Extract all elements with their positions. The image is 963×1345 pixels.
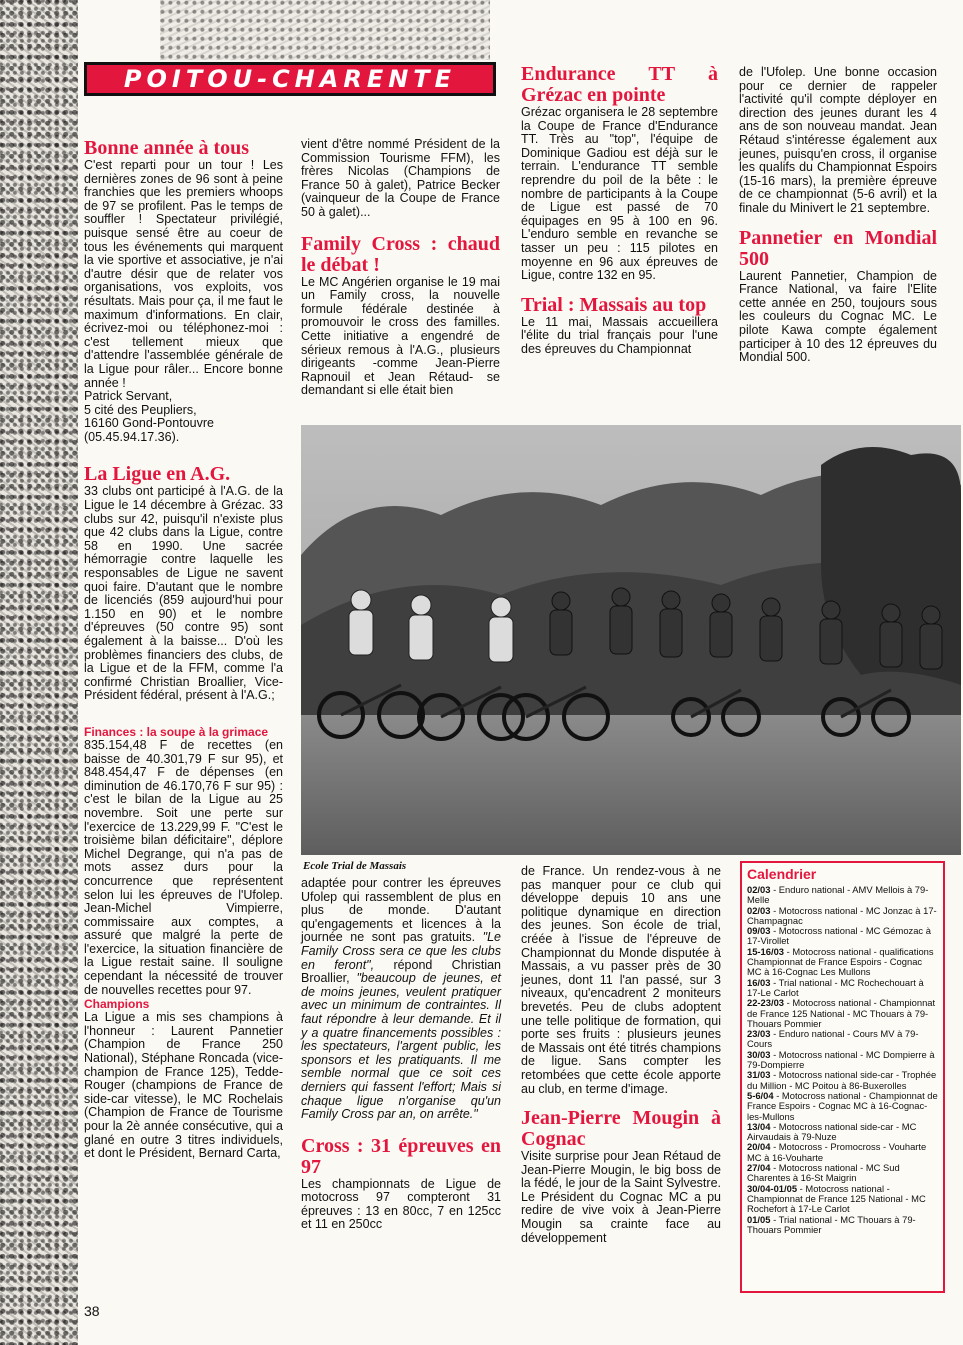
page-number: 38: [84, 1303, 100, 1319]
paragraph: Le 11 mai, Massais accueillera l'élite du trial français pour l'une des épreuves du Championnat: [521, 314, 718, 356]
calendar-date: 16/03: [747, 976, 771, 988]
calendar-item: [747, 998, 938, 1029]
calendar-item: [747, 926, 938, 947]
paragraph: Visite surprise pour Jean Rétaud de Jean-Pierre Mougin, le big boss de la fédé, le jour de la Saint Sylvestre. Le Président du Cognac MC a pu redire de vive voix à Jean-Pierre Mougin sa crainte face au développement: [521, 1149, 721, 1245]
calendar-event: - Motocross national - MC Dompierre à 79-Dompierre: [747, 1048, 935, 1071]
paragraph: La Ligue a mis ses champions à l'honneur : Laurent Pannetier (Champion de France 250 National), Stéphane Roncada (vice-champion de France 125), Tedde-Rouger (champions de France de side-car vitesse), le MC Rochelais (Champion de France de Tourisme pour la 2è année consécutive, qui a glané en outre 3 titres individuels, et dont le Président, Bernard Carta,: [84, 1010, 283, 1161]
headline-trial-massais: Trial : Massais au top: [521, 293, 707, 316]
calendar-date: 5-6/04: [747, 1089, 774, 1101]
photo-caption: Ecole Trial de Massais: [303, 860, 407, 872]
calendar-date: 09/03: [747, 925, 771, 937]
calendar-event: - Trial national - MC Rochechouart à 17-Le Carlot: [747, 976, 924, 998]
subhead-finances: Finances : la soupe à la grimace: [84, 724, 269, 739]
calendar-event: - Motocross national - qualifications Championnat de France Espoirs - Cognac MC à 16-Cognac Les Mullons: [747, 945, 934, 978]
calendar-event: - Motocross national side-car - Trophée du Million - MC Poitou à 86-Buxerolles: [747, 1069, 937, 1091]
paragraph: Grézac organisera le 28 septembre la Coupe de France d'Endurance TT. Très au "top", l'équipe de Dominique Gadiou est déjà sur le terrain. L'endurance TT semble reprendre du poil de la bête : le nombre de participants à la Coupe de Ligue est passé de 70 équipages en 95 à 100 en 96. L'enduro semble en revanche se tasser un peu : 115 pilotes en moyenne en 96 aux épreuves de Ligue, contre 132 en 95.: [521, 105, 718, 283]
calendar-date: 31/03: [747, 1069, 771, 1081]
calendar-date: 30/03: [747, 1048, 771, 1060]
paragraph: de l'Ufolep. Une bonne occasion pour ce dernier de rappeler l'activité qu'il compte déployer en direction des jeunes durant les 4 ans de son nouveau mandat. Jean Rétaud s'intéresse également aux jeunes, puisqu'en cross, il organise les qualifs du Championnat Espoirs (15-16 mars), la première épreuve de ce championnat (5-6 avril) et la finale du Minivert le 21 septembre.: [739, 65, 937, 215]
address-line: 5 cité des Peupliers,: [84, 402, 197, 417]
photo-ecole-trial: [301, 425, 961, 855]
column-2-top: [301, 138, 500, 398]
column-3-bottom: [521, 865, 721, 1245]
calendar-date: 22-23/03: [747, 997, 785, 1009]
text-run: répond Christian Broallier,: [301, 957, 501, 986]
calendar-date: 30/04-01/05: [747, 1182, 798, 1194]
calendar-event: - Motocross national - Championnat de France Espoirs - Cognac MC à 16-Cognac-les-Mullons: [747, 1089, 938, 1122]
paragraph: Le MC Angérien organise le 19 mai un Family cross, la nouvelle formule fédérale destinée à promouvoir le cross des familles. Cette initiative a engendré de sérieux remous à l'A.G., plusieurs dirigeants -comme Jean-Pierre Rapnouil et Jean Rétaud- se demandant si elle était bien: [301, 274, 500, 398]
calendar-date: 01/05: [747, 1213, 771, 1225]
paragraph: vient d'être nommé Président de la Commission Tourisme FFM), les frères Nicolas (Champions de France 50 à galet), Patrice Becker (vainqueur de la Coupe de France 50 à galet)...: [301, 137, 500, 219]
calendar-date: 02/03: [747, 884, 771, 895]
text-run: adaptée pour contrer les épreuves Ufolep qui rassemblent de plus en plus de monde. D'autant qu'engagements et licences à la journée ne sont pas gratuits.: [301, 876, 501, 945]
calendar-event: - Motocross national - MC Gémozac à 17-Virollet: [747, 925, 931, 947]
address-line: 16160 Gond-Pontouvre: [84, 416, 214, 431]
address-line: Patrick Servant,: [84, 389, 173, 404]
calendar-event: - Motocross national - Championnat de France 125 National - MC Thouars à 79-Thouars Pommier: [747, 997, 936, 1029]
quote-run: "Le Family Cross sera ce que les clubs en feront",: [301, 930, 501, 972]
calendar-date: 20/04: [747, 1141, 771, 1153]
calendar-item: [747, 885, 938, 906]
calendar-event: - Motocross national - MC Jonzac à 17-Champagnac: [747, 904, 937, 926]
paragraph: Les championnats de Ligue de motocross 97 compteront 31 épreuves : 13 en 80cc, 7 en 125cc et 11 en 250cc: [301, 1176, 501, 1232]
calendar-item: [747, 1142, 938, 1163]
calendar-item: [747, 1122, 938, 1143]
calendar-item: [747, 1050, 938, 1071]
section-banner: [84, 62, 496, 96]
headline-bonne-annee: Bonne année à tous: [84, 137, 250, 159]
headline-mougin: Jean-Pierre Mougin à Cognac: [521, 1107, 721, 1151]
column-3-top: [521, 64, 718, 357]
calendar-title: Calendrier: [747, 866, 817, 882]
calendar-event: - Enduro national - AMV Mellois à 79-Melle: [747, 884, 929, 906]
photo-illustration: [301, 425, 961, 855]
paragraph: de France. Un rendez-vous à ne pas manquer pour ce club qui développe depuis 10 ans une politique dynamique en direction des jeunes. Son école de trial, créée à l'issue de l'épreuve de Championnat du Monde disputée à Massais, a vu passer près de 30 jeunes, dont 11 l'an passé, sur 3 niveaux, qu'encadrent 2 moniteurs brevetés. Peu de clubs adoptent une telle politique de formation, qui porte ses fruits : plusieurs jeunes de Massais ont été titrés champions de ligue. Sans compter les retombées que cette école apporte au club, en terme d'image.: [521, 864, 721, 1096]
calendar-item: [747, 1091, 938, 1122]
column-2-bottom: [301, 877, 501, 1232]
address-line: (05.45.94.17.36).: [84, 429, 180, 444]
headline-ligue-ag: La Ligue en A.G.: [84, 463, 231, 486]
calendar-event: - Motocross - Promocross - Vouharte MC à 16-Vouharte: [747, 1141, 927, 1163]
calendar-box: [740, 861, 945, 1293]
paragraph: Laurent Pannetier, Champion de France National, va faire l'Elite cette année en 250, toujours sous les couleurs du Cognac MC. Le pilote Kawa compte également participer à 10 des 12 épreuves du Mondial 500.: [739, 268, 937, 365]
calendar-item: [747, 1029, 938, 1050]
calendar-item: [747, 1184, 938, 1215]
paragraph: [301, 877, 501, 1122]
headline-cross-31: Cross : 31 épreuves en 97: [301, 1134, 501, 1178]
calendar-event: - Motocross national - Championnat de France 125 National - MC Rochefort à 17-Le Carlot: [747, 1182, 926, 1215]
paragraph: C'est reparti pour un tour ! Les dernières zones de 96 sont à peine franchies que les premiers whoops de 97 se profilent. Pas le temps de souffler ! Spectateur privilégié, puisque sensé être au coeur de tous les événements qui marquent la vie sportive et associative, je n'ai d'autre désir que de relater vos organisations, vos exploits, vos résultats. Mais pour ça, il me faut le maximum d'informations. En clair, écrivez-moi ou téléphonez-moi : c'est tellement mieux que d'attendre l'assemblée générale de la Ligue pour râler... Encore bonne année !: [84, 158, 283, 390]
calendar-item: [747, 906, 938, 927]
paragraph: 835.154,48 F de recettes (en baisse de 40.301,79 F sur 95), et 848.454,47 F de dépenses (en diminution de 46.170,76 F sur 95) : c'est le bilan de la Ligue au 25 novembre. Soit une perte sur l'exercice de 13.229,99 F. "C'est le troisième bilan déficitaire", déplore Michel Degrange, qui n'a pas de mots assez durs pour la concurrence que représentent selon lui les épreuves de l'Ufolep. Jean-Michel Vimpierre, commissaire aux comptes, a assuré que malgré la perte de l'exercice, la situation financière de la Ligue restait saine. Il souligne cependant la nécessité de trouver de nouvelles recettes pour 97.: [84, 737, 283, 997]
calendar-date: 23/03: [747, 1028, 771, 1040]
headline-family-cross: Family Cross : chaud le débat !: [301, 232, 500, 276]
banner-title: POITOU-CHARENTE: [123, 65, 457, 93]
column-1: [84, 138, 283, 1161]
calendar-event: - Motocross national - MC Sud Charentes à 16-St Maigrin: [747, 1162, 900, 1184]
calendar-date: 13/04: [747, 1120, 771, 1132]
calendar-item: [747, 947, 938, 978]
quote-run: "beaucoup de jeunes, et de moins jeunes, veulent pratiquer avec un minimum de contraintes. Il faut répondre à leur demande. Et il y a quatre financements possibles : les spectateurs, l'argent public, les sponsors et les pratiquants. Il me semble normal que ce soit ces derniers qui fassent l'effort; Mais si chaque ligue n'organise qu'un Family Cross par an, on arrête.": [301, 971, 501, 1122]
calendar-item: [747, 1215, 938, 1236]
headline-endurance: Endurance TT à Grézac en pointe: [521, 63, 718, 106]
calendar-date: 02/03: [747, 904, 771, 916]
calendar-date: 27/04: [747, 1162, 771, 1174]
calendar-item: [747, 1163, 938, 1184]
subhead-champions: Champions: [84, 997, 150, 1012]
calendar-item: [747, 978, 938, 999]
side-texture: [0, 0, 78, 1345]
column-4-top: [739, 66, 937, 365]
paragraph: 33 clubs ont participé à l'A.G. de la Ligue le 14 décembre à Grézac. 33 clubs sur 42, puisqu'il n'existe plus que 42 clubs dans la Ligue, contre 58 en 1990. Une sacrée hémorragie contre laquelle les responsables de Ligue ne savent quoi faire. D'autant que le nombre de licenciés (859 aujourd'hui pour 1.150 en 90) et le nombre d'épreuves (50 contre 95) sont également à la baisse... D'où les problèmes financiers des clubs, de la Ligue et de la FFM, comme l'a confirmé Christian Broallier, Vice-Président fédéral, présent à l'A.G.;: [84, 484, 283, 703]
calendar-event: - Trial national - MC Thouars à 79-Thouars Pommier: [747, 1213, 916, 1235]
calendar-date: 15-16/03: [747, 945, 785, 957]
headline-pannetier: Pannetier en Mondial 500: [739, 226, 937, 270]
top-texture: [160, 0, 490, 60]
calendar-event: - Motocross national side-car - MC Airvaudais à 79-Nuze: [747, 1120, 917, 1143]
calendar-list: [747, 885, 938, 1235]
calendar-item: [747, 1070, 938, 1091]
calendar-event: - Enduro national - Cours MV à 79-Cours: [747, 1028, 919, 1050]
